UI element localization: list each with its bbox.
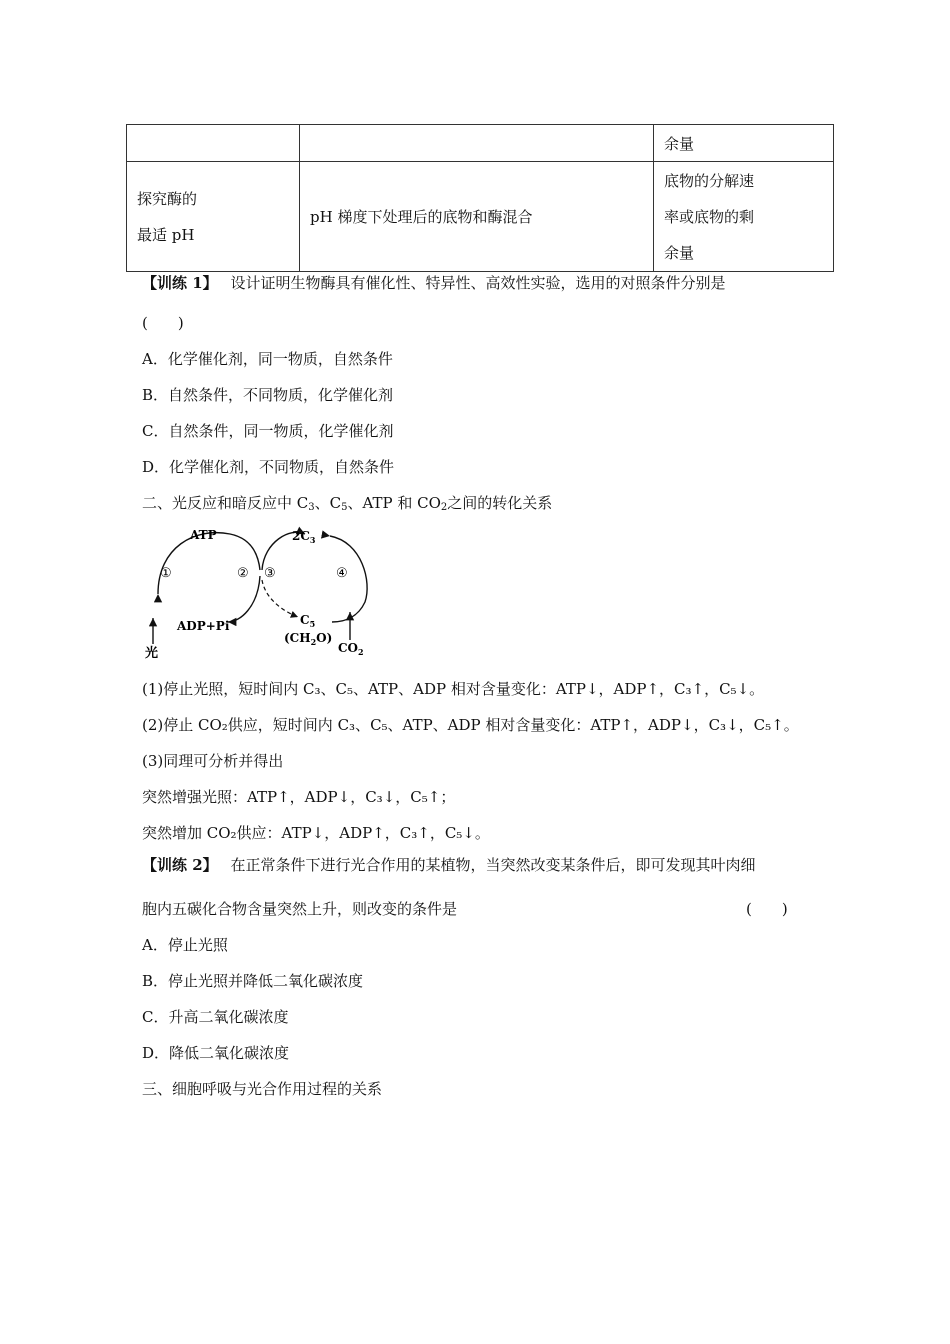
- atp-label: ATP: [190, 528, 217, 542]
- table-cell: [127, 162, 300, 272]
- enzyme-table: [126, 124, 834, 272]
- c3-label: $2C_3$: [292, 529, 316, 545]
- table-row: [127, 162, 834, 272]
- answer-paren: ( ): [142, 314, 184, 332]
- cell-text: 底物的分解速: [664, 171, 755, 190]
- option-d: D．降低二氧化碳浓度: [142, 1044, 290, 1062]
- step-3-label: ③: [264, 566, 276, 581]
- option-c: C．升高二氧化碳浓度: [142, 1008, 289, 1026]
- option-b: B．自然条件，不同物质，化学催化剂: [142, 386, 394, 404]
- question-2-stem-cont: 胞内五碳化合物含量突然上升，则改变的条件是: [142, 900, 458, 918]
- option-a: A．停止光照: [142, 936, 228, 954]
- table-cell: pH 梯度下处理后的底物和酶混合: [300, 162, 654, 272]
- option-b: B．停止光照并降低二氧化碳浓度: [142, 972, 364, 990]
- table-cell: [300, 125, 654, 162]
- section-2-title: 二、光反应和暗反应中 $C_3$、$C_5$、ATP 和 $CO_2$之间的转化关系: [142, 494, 553, 513]
- question-tag: 【训练 1】: [142, 274, 218, 292]
- table-cell: 余量: [654, 125, 834, 162]
- light-label: 光: [145, 646, 159, 661]
- option-c: C．自然条件，同一物质，化学催化剂: [142, 422, 394, 440]
- question-2-stem: [142, 854, 755, 875]
- point-5: 突然增加 CO₂供应：ATP↓，ADP↑，C₃↑，C₅↓。: [142, 824, 490, 842]
- cell-text: 最适 pH: [137, 225, 195, 244]
- table-row: [127, 125, 834, 162]
- option-d: D．化学催化剂，不同物质，自然条件: [142, 458, 395, 476]
- cell-text: 率或底物的剩: [664, 207, 755, 226]
- c5-dashed-arrow: [262, 580, 298, 617]
- step-4-label: ④: [336, 566, 348, 581]
- point-3: (3)同理可分析并得出: [142, 752, 284, 770]
- c5-label: $C_5$: [300, 613, 316, 629]
- question-1-stem: [142, 272, 725, 293]
- question-tag: 【训练 2】: [142, 856, 218, 874]
- step-2-label: ②: [237, 566, 249, 581]
- question-text: 设计证明生物酶具有催化性、特异性、高效性实验，选用的对照条件分别是: [230, 274, 726, 292]
- ch2o-label: $(CH_2O)$: [284, 631, 333, 647]
- co2-label: $CO_2$: [338, 641, 364, 657]
- cycle-diagram: [140, 522, 380, 662]
- point-1: (1)停止光照，短时间内 C₃、C₅、ATP、ADP 相对含量变化：ATP↓，ADP↑，C₃↑，C₅↓。: [142, 680, 765, 698]
- step-1-label: ①: [160, 566, 172, 581]
- adp-label: ADP+Pi: [177, 619, 230, 633]
- table-cell: [127, 125, 300, 162]
- section-3-title: 三、细胞呼吸与光合作用过程的关系: [142, 1080, 383, 1098]
- cell-text: 余量: [664, 243, 695, 262]
- answer-paren: ( ): [746, 900, 788, 918]
- left-cycle-arc-bottom: [228, 576, 260, 622]
- cell-text: 探究酶的: [137, 189, 198, 208]
- point-4: 突然增强光照：ATP↑，ADP↓，C₃↓，C₅↑；: [142, 788, 456, 806]
- question-text: 在正常条件下进行光合作用的某植物，当突然改变某条件后，即可发现其叶肉细: [230, 856, 756, 874]
- point-2: (2)停止 CO₂供应，短时间内 C₃、C₅、ATP、ADP 相对含量变化：ATP↑，ADP↓，C₃↓，C₅↑。: [142, 716, 799, 734]
- option-a: A．化学催化剂，同一物质，自然条件: [142, 350, 393, 368]
- table-cell: [654, 162, 834, 272]
